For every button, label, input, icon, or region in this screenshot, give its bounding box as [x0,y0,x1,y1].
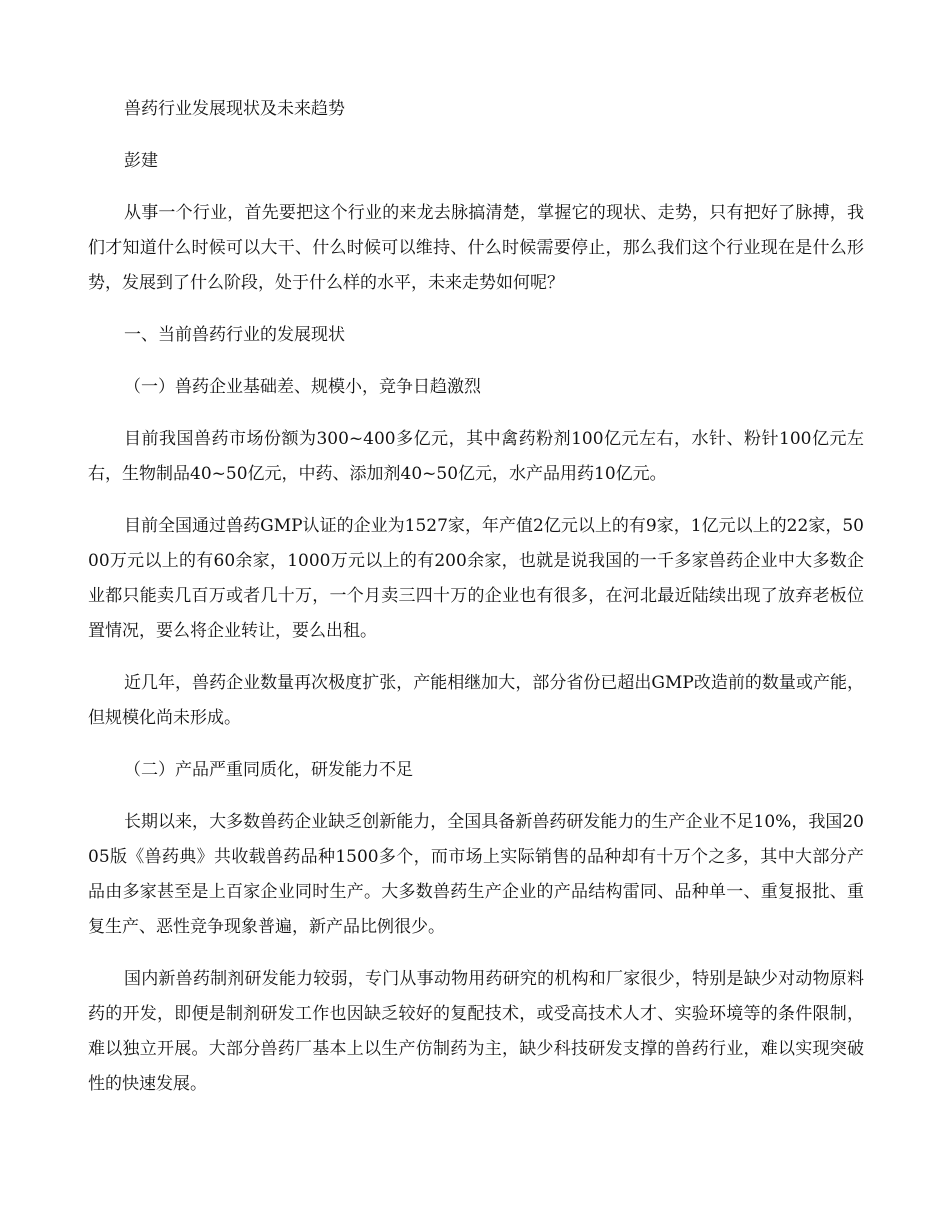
paragraph-research: 国内新兽药制剂研发能力较弱，专门从事动物用药研究的机构和厂家很少，特别是缺少对动物原料药的开发，即便是制剂研发工作也因缺乏较好的复配技术，或受高技术人才、实验环境等的条件限制，难以独立开展。大部分兽药厂基本上以生产仿制药为主，缺少科技研发支撑的兽药行业，难以实现突破性的快速发展。 [88,969,864,1094]
section-heading-1: 一、当前兽药行业的发展现状 [124,325,345,345]
document-title: 兽药行业发展现状及未来趋势 [124,99,345,119]
paragraph-innovation: 长期以来，大多数兽药企业缺乏创新能力，全国具备新兽药研发能力的生产企业不足10%，我国2005版《兽药典》共收载兽药品种1500多个，而市场上实际销售的品种却有十万个之多，其中大部分产品由多家甚至是上百家企业同时生产。大多数兽药生产企业的产品结构雷同、品种单一、重复报批、重复生产、恶性竞争现象普遍，新产品比例很少。 [88,812,864,937]
paragraph-expansion: 近几年，兽药企业数量再次极度扩张，产能相继加大，部分省份已超出GMP改造前的数量或产能，但规模化尚未形成。 [88,673,864,728]
document-author: 彭建 [124,151,158,171]
paragraph-market-share: 目前我国兽药市场份额为300~400多亿元，其中禽药粉剂100亿元左右，水针、粉针100亿元左右，生物制品40~50亿元，中药、添加剂40~50亿元，水产品用药10亿元。 [88,429,864,484]
subsection-heading-1: （一）兽药企业基础差、规模小，竞争日趋激烈 [124,377,481,397]
subsection-heading-2: （二）产品严重同质化，研发能力不足 [124,760,413,780]
paragraph-gmp-enterprises: 目前全国通过兽药GMP认证的企业为1527家，年产值2亿元以上的有9家，1亿元以上的22家，5000万元以上的有60余家，1000万元以上的有200余家，也就是说我国的一千多家兽药企业中大多数企业都只能卖几百万或者几十万，一个月卖三四十万的企业也有很多，在河北最近陆续出现了放弃老板位置情况，要么将企业转让，要么出租。 [88,516,864,641]
paragraph-intro: 从事一个行业，首先要把这个行业的来龙去脉搞清楚，掌握它的现状、走势，只有把好了脉搏，我们才知道什么时候可以大干、什么时候可以维持、什么时候需要停止，那么我们这个行业现在是什么形势，发展到了什么阶段，处于什么样的水平，未来走势如何呢？ [88,203,864,293]
document-body [88,92,864,1119]
